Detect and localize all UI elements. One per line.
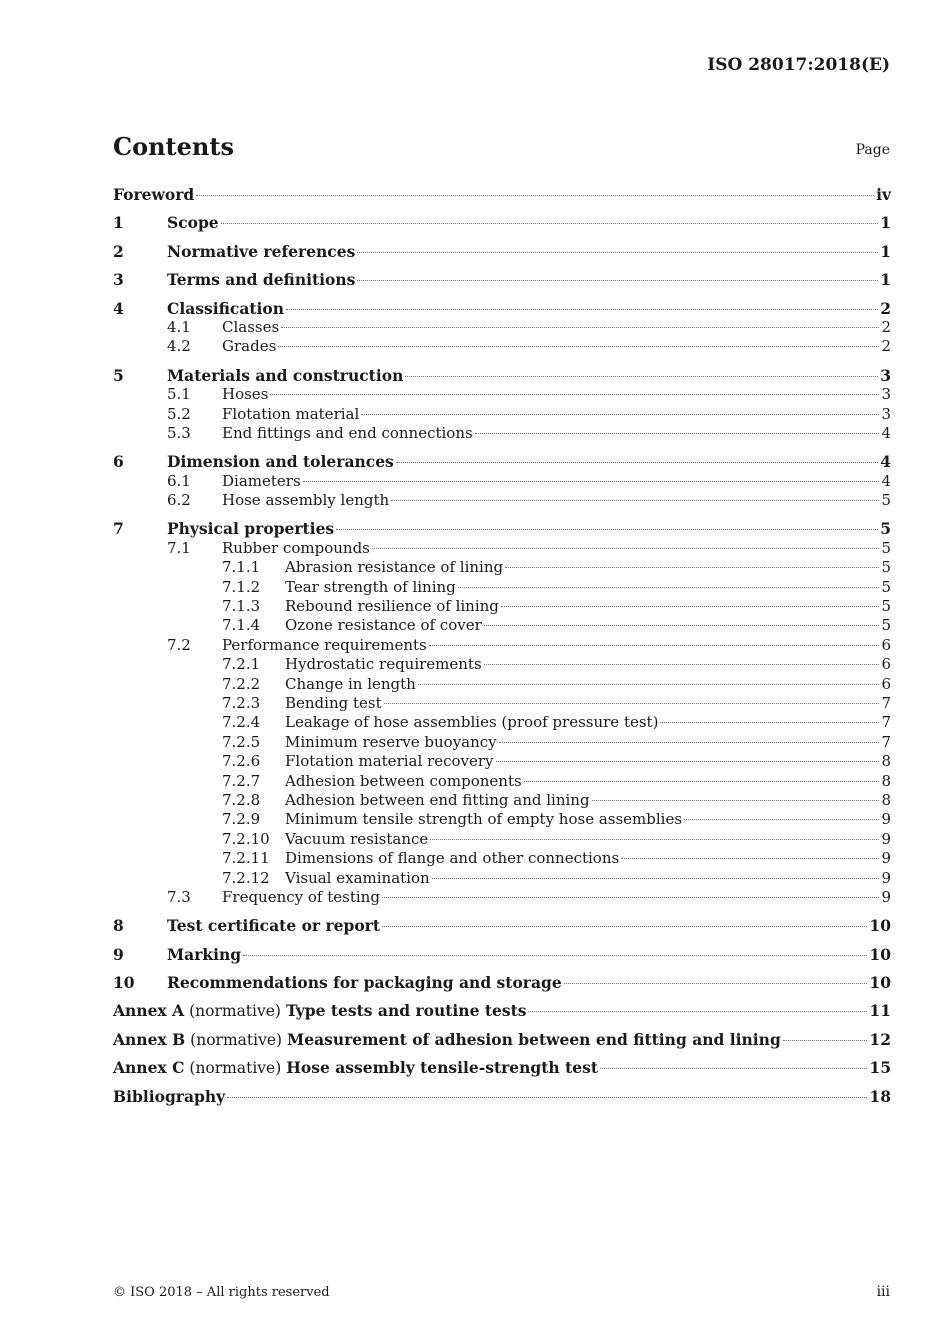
toc-entry-page: 6 [881,635,891,654]
toc-entry-page: 4 [881,423,891,442]
contents-title: Contents [113,132,234,161]
toc-entry-page: 15 [869,1058,891,1078]
toc-entry-page: 1 [880,241,891,261]
toc-entry[interactable] [113,385,891,404]
toc-entry[interactable] [113,945,891,964]
toc-entry-title: Vacuum resistance [285,829,429,848]
toc-entry[interactable] [113,791,891,810]
toc-entry[interactable] [113,299,891,318]
dot-leader [660,722,879,723]
toc-entry-page: 9 [881,849,891,868]
toc-entry[interactable] [113,270,891,289]
toc-entry-page: 1 [880,213,891,233]
dot-leader [405,376,878,377]
dot-leader [783,1040,868,1041]
dot-leader [270,394,879,395]
toc-entry-title: Grades [222,337,277,356]
toc-entry-number: 7.2.9 [222,810,261,829]
toc-entry-title: Physical properties [167,519,335,539]
toc-entry-title: Dimension and tolerances [167,452,394,472]
toc-entry[interactable] [113,1001,891,1020]
dot-leader [621,858,879,859]
toc-entry-page: 5 [881,577,891,596]
toc-entry-title: Hose assembly tensile-strength test [286,1058,598,1078]
toc-entry-page: 10 [869,916,891,936]
toc-entry-page: 5 [881,491,891,510]
toc-entry-number: 7.1.3 [222,597,261,616]
toc-entry[interactable] [113,578,891,597]
dot-leader [357,252,878,253]
toc-entry-number: 6 [113,452,124,472]
annex-type: (normative) [190,1030,283,1049]
toc-entry-title: Flotation material [222,404,360,423]
toc-entry-title: Performance requirements [222,635,427,654]
dot-leader [458,587,880,588]
toc-entry-number: 7.2 [167,635,191,654]
dot-leader [396,462,878,463]
toc-entry-title: Change in length [285,674,416,693]
toc-entry-title: Foreword [113,185,195,204]
toc-entry-number: Annex C [113,1058,185,1078]
copyright-notice: © ISO 2018 – All rights reserved [113,1285,330,1300]
toc-entry[interactable] [113,830,891,849]
toc-entry-page: 9 [881,868,891,887]
toc-entry[interactable] [113,713,891,732]
toc-entry-number: 6.1 [167,471,191,490]
dot-leader [221,223,879,224]
toc-entry-page: 10 [869,944,891,964]
toc-entry-page: 9 [881,829,891,848]
toc-entry-number: 1 [113,213,124,233]
toc-entry-page: 1 [880,270,891,290]
toc-entry-number: 3 [113,270,124,290]
dot-leader [281,327,879,328]
toc-entry[interactable] [113,733,891,752]
toc-entry-page: 5 [881,616,891,635]
toc-entry-page: 8 [881,771,891,790]
dot-leader [501,606,880,607]
toc-entry-number: 7.1.2 [222,577,261,596]
annex-type: (normative) [189,1059,282,1078]
toc-entry-title: Rebound resilience of lining [285,597,499,616]
toc-entry-number: 5.1 [167,385,191,404]
toc-entry-number: 7.2.12 [222,868,270,887]
toc-entry-number: 4 [113,298,124,318]
dot-leader [524,781,880,782]
dot-leader [243,955,867,956]
dot-leader [684,819,879,820]
toc-entry-title: Materials and construction [167,365,404,385]
toc-entry-title: Normative references [167,241,356,261]
dot-leader [592,800,880,801]
dot-leader [475,433,880,434]
dot-leader [196,195,874,196]
toc-entry-title: Recommendations for packaging and storage [167,973,562,993]
toc-entry-number: 7.2.3 [222,693,261,712]
toc-entry-title: Classification [167,298,285,318]
toc-entry[interactable] [113,916,891,935]
toc-entry-page: 9 [881,887,891,906]
toc-entry-page: 8 [881,752,891,771]
annex-type: (normative) [189,1002,281,1021]
toc-entry[interactable] [113,318,891,337]
toc-entry-number: 7.1 [167,538,191,557]
dot-leader [430,839,879,840]
toc-entry-page: 5 [880,519,891,539]
toc-entry[interactable] [113,472,891,491]
toc-entry-title: Visual examination [285,868,430,887]
toc-entry[interactable] [113,810,891,829]
toc-entry-page: 12 [869,1029,891,1049]
toc-entry-number: 10 [113,973,135,993]
toc-entry-title: Terms and definitions [167,270,356,290]
table-of-contents [113,185,891,1106]
toc-entry-title: Bending test [285,693,382,712]
toc-entry-number: 7.2.7 [222,771,261,790]
toc-entry[interactable] [113,539,891,558]
toc-entry-page: 7 [881,693,891,712]
toc-entry-page: 8 [881,790,891,809]
toc-entry-title: Dimensions of flange and other connections [285,849,620,868]
toc-entry-number: 7.2.11 [222,849,270,868]
toc-entry-number: 4.2 [167,337,191,356]
toc-entry-title: Frequency of testing [222,887,380,906]
toc-entry-title: Hydrostatic requirements [285,655,482,674]
toc-entry[interactable] [113,558,891,577]
toc-entry[interactable] [113,869,891,888]
toc-entry[interactable] [113,185,891,204]
toc-entry-number: 7.1.1 [222,558,261,577]
dot-leader [384,703,880,704]
toc-entry-title: Flotation material recovery [285,752,494,771]
toc-entry-page: 5 [881,538,891,557]
toc-entry-title: Adhesion between components [285,771,522,790]
toc-entry-title: Classes [222,317,280,336]
toc-entry-number: 7 [113,519,124,539]
dot-leader [505,567,879,568]
toc-entry[interactable] [113,675,891,694]
dot-leader [564,983,868,984]
toc-entry-number: 7.3 [167,887,191,906]
dot-leader [600,1068,867,1069]
toc-entry-number: 7.2.4 [222,713,261,732]
toc-entry-page: 9 [881,810,891,829]
page-column-label: Page [855,142,890,158]
toc-entry-page: 2 [881,337,891,356]
dot-leader [372,548,880,549]
toc-entry-page: 7 [881,713,891,732]
toc-entry-title: Diameters [222,471,301,490]
toc-entry[interactable] [113,337,891,356]
toc-entry-title: Rubber compounds [222,538,370,557]
dot-leader [361,414,879,415]
toc-entry-number: 7.2.8 [222,790,261,809]
toc-entry[interactable] [113,849,891,868]
toc-entry[interactable] [113,491,891,510]
toc-entry[interactable] [113,597,891,616]
toc-entry-number: 7.2.5 [222,732,261,751]
toc-entry[interactable] [113,452,891,471]
toc-entry[interactable] [113,973,891,992]
toc-entry-title: Marking [167,944,242,964]
toc-entry-title: Type tests and routine tests [285,1001,527,1021]
toc-entry-title: Leakage of hose assemblies (proof pressure test) [285,713,659,732]
toc-entry-number: 7.1.4 [222,616,261,635]
toc-entry[interactable] [113,752,891,771]
toc-entry-title: Hoses [222,385,269,404]
toc-entry[interactable] [113,519,891,538]
toc-entry-title: Hose assembly length [222,491,390,510]
toc-entry-number: Annex A [113,1001,185,1021]
toc-entry-number: 9 [113,944,124,964]
toc-entry-number: 7.2.10 [222,829,270,848]
dot-leader [429,645,880,646]
toc-entry-page: 2 [880,298,891,318]
toc-entry[interactable] [113,888,891,907]
dot-leader [382,897,880,898]
toc-entry[interactable] [113,1030,891,1049]
dot-leader [496,761,880,762]
toc-entry-page: iv [876,185,891,204]
toc-entry-number: 5.3 [167,423,191,442]
toc-entry-number: 7.2.1 [222,655,261,674]
toc-entry-page: 3 [881,404,891,423]
dot-leader [336,529,878,530]
toc-entry-page: 11 [869,1001,891,1021]
dot-leader [528,1011,867,1012]
standard-id: ISO 28017:2018(E) [707,55,890,75]
dot-leader [418,684,880,685]
toc-entry-number: 5 [113,365,124,385]
dot-leader [382,926,867,927]
footer-page-number: iii [876,1284,890,1300]
toc-entry-page: 3 [881,385,891,404]
toc-entry-title: End fittings and end connections [222,423,473,442]
toc-entry-title: Adhesion between end fitting and lining [285,790,590,809]
toc-entry-title: Abrasion resistance of lining [285,558,504,577]
toc-entry-number: 2 [113,241,124,261]
toc-entry[interactable] [113,772,891,791]
toc-entry-title: Tear strength of lining [285,577,456,596]
toc-entry-title: Bibliography [113,1086,226,1106]
toc-entry-number: 8 [113,916,124,936]
toc-entry-title: Ozone resistance of cover [285,616,482,635]
toc-entry-page: 5 [881,558,891,577]
dot-leader [303,481,880,482]
toc-entry[interactable] [113,1087,891,1106]
toc-entry[interactable] [113,213,891,232]
toc-entry-page: 6 [881,674,891,693]
toc-entry[interactable] [113,616,891,635]
toc-entry-number: Annex B [113,1029,186,1049]
toc-entry[interactable] [113,405,891,424]
toc-entry[interactable] [113,655,891,674]
toc-entry-title: Minimum reserve buoyancy [285,732,497,751]
dot-leader [499,742,880,743]
dot-leader [227,1097,867,1098]
toc-entry-title: Test certificate or report [167,916,381,936]
toc-entry[interactable] [113,636,891,655]
toc-entry-page: 6 [881,655,891,674]
dot-leader [432,878,880,879]
toc-entry-title: Measurement of adhesion between end fitting and lining [287,1029,781,1049]
dot-leader [391,500,879,501]
toc-entry[interactable] [113,366,891,385]
toc-entry-page: 7 [881,732,891,751]
toc-entry-page: 18 [869,1086,891,1106]
dot-leader [484,625,880,626]
dot-leader [484,664,880,665]
toc-entry-page: 2 [881,317,891,336]
toc-entry-number: 5.2 [167,404,191,423]
toc-entry-page: 5 [881,597,891,616]
toc-entry[interactable] [113,424,891,443]
toc-entry-title: Minimum tensile strength of empty hose assemblies [285,810,683,829]
toc-entry-number: 7.2.6 [222,752,261,771]
toc-entry[interactable] [113,694,891,713]
dot-leader [278,346,879,347]
toc-entry-page: 10 [869,973,891,993]
toc-entry-number: 4.1 [167,317,191,336]
toc-entry-title: Scope [167,213,219,233]
toc-entry-number: 6.2 [167,491,191,510]
toc-entry[interactable] [113,1058,891,1077]
toc-entry[interactable] [113,242,891,261]
dot-leader [286,309,878,310]
toc-entry-page: 4 [880,452,891,472]
toc-entry-page: 4 [881,471,891,490]
dot-leader [357,280,878,281]
toc-entry-number: 7.2.2 [222,674,261,693]
toc-entry-page: 3 [880,365,891,385]
